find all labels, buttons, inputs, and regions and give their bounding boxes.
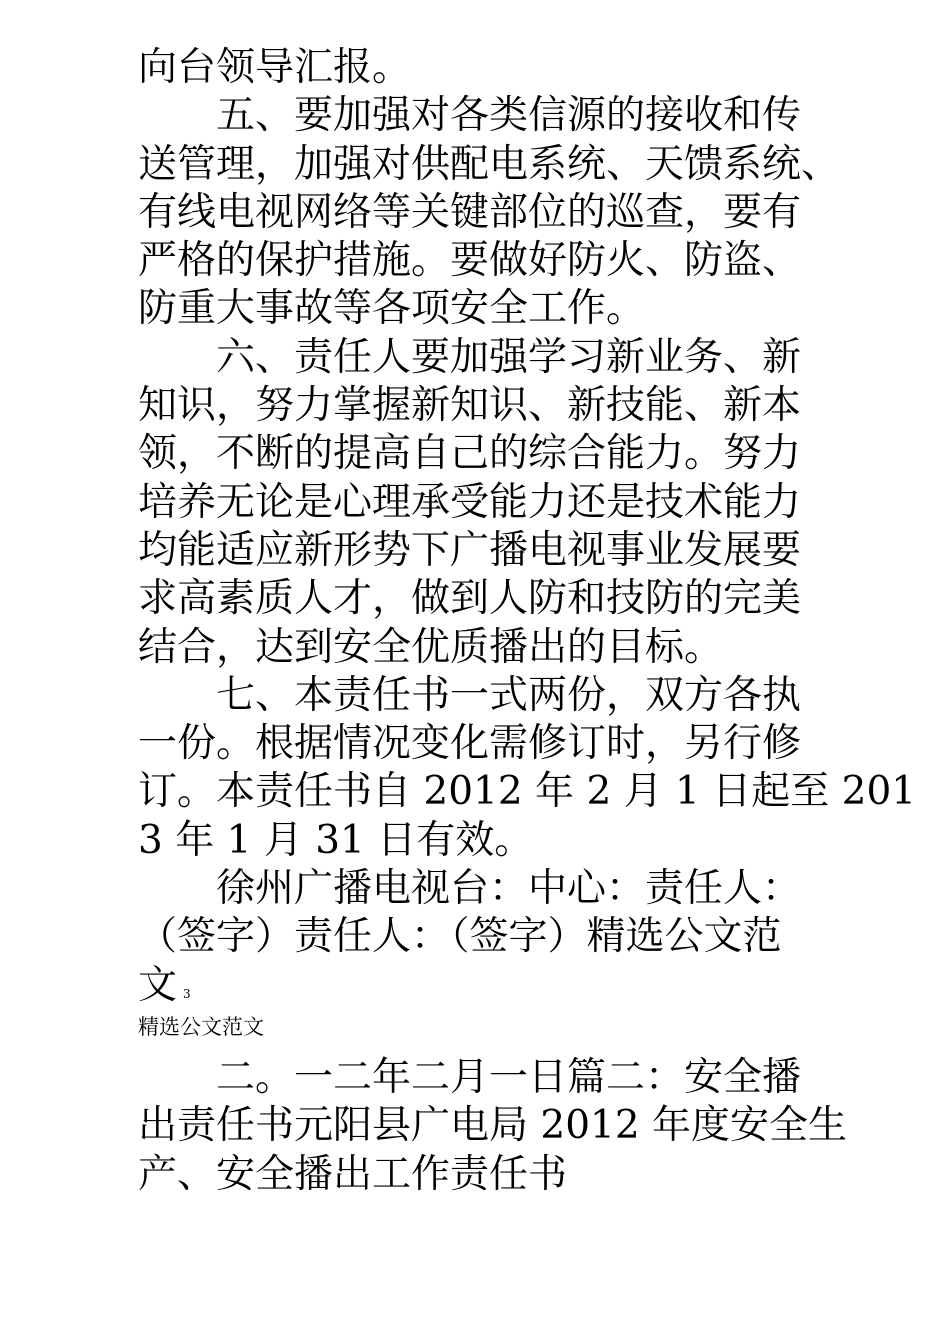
document-line: 防重大事故等各项安全工作。 [138, 286, 646, 332]
document-line-text: 文 [138, 962, 178, 1008]
page-footer: 精选公文范文 [138, 1014, 264, 1039]
document-line: 领，不断的提高自己的综合能力。努力 [138, 431, 802, 477]
document-line: 严格的保护措施。要做好防火、防盗、 [138, 238, 802, 284]
paragraph-first-line: 徐州广播电视台：中心：责任人： [216, 866, 802, 912]
document-line: 3 年 1 月 31 日有效。 [138, 817, 534, 863]
document-line: 出责任书元阳县广电局 2012 年度安全生 [138, 1103, 848, 1149]
paragraph-first-line: 五、要加强对各类信源的接收和传 [216, 93, 802, 139]
document-line: 均能适应新形势下广播电视事业发展要 [138, 527, 802, 573]
document-line: （签字）责任人：（签字）精选公文范 [138, 914, 782, 960]
paragraph-first-line: 七、本责任书一式两份，双方各执 [216, 672, 802, 718]
document-line: 向台领导汇报。 [138, 45, 412, 90]
document-line: 有线电视网络等关键部位的巡查，要有 [138, 189, 802, 235]
paragraph-first-line: 六、责任人要加强学习新业务、新 [216, 334, 802, 380]
document-line: 送管理，加强对供配电系统、天馈系统、 [138, 141, 841, 187]
document-line: 求高素质人才，做到人防和技防的完美 [138, 576, 802, 622]
document-line: 一份。根据情况变化需修订时，另行修 [138, 721, 802, 767]
document-page [138, 44, 917, 1199]
paragraph-first-line: 二。一二年二月一日篇二：安全播 [216, 1054, 802, 1100]
document-line: 产、安全播出工作责任书 [138, 1151, 568, 1197]
document-line: 培养无论是心理承受能力还是技术能力 [138, 479, 802, 525]
document-line [138, 962, 838, 1010]
document-line: 订。本责任书自 2012 年 2 月 1 日起至 201 [138, 769, 917, 815]
document-body-block-1 [138, 44, 917, 962]
document-line: 知识，努力掌握新知识、新技能、新本 [138, 383, 802, 429]
document-body-block-2 [138, 1054, 848, 1199]
page-number: 3 [183, 986, 191, 1001]
document-line: 结合，达到安全优质播出的目标。 [138, 624, 724, 670]
